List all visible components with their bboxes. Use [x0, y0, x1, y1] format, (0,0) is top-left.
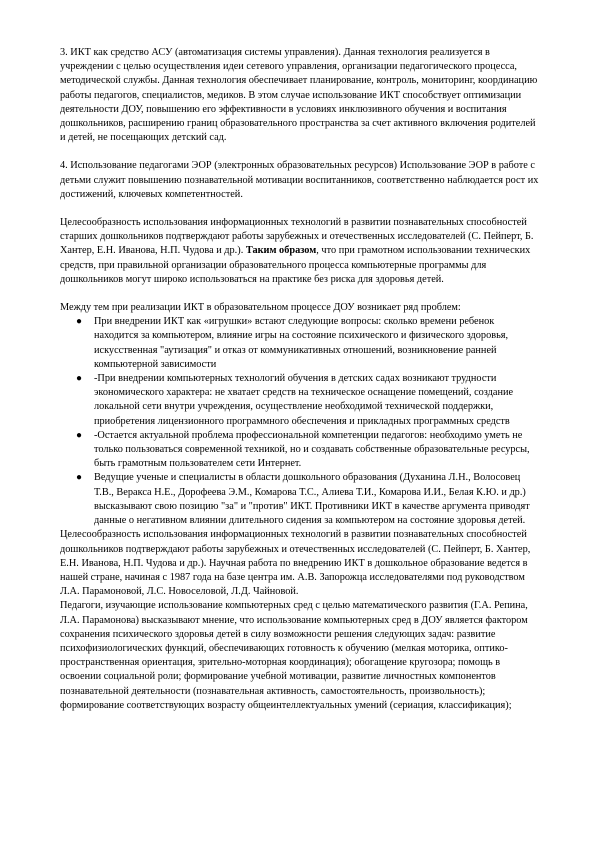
list-item-text: -При внедрении компьютерных технологий обучения в детских садах возникают трудности экономического характера: не хватает средств на техническое оснащение помещений, создание локальной сети внутри учреждения, осуществление необходимой технической поддержки, приобретения лицензионного программного обеспечения и прикладных программных средств [94, 373, 514, 427]
paragraph-gap [60, 202, 541, 216]
list-item-text: -Остается актуальной проблема профессиональной компетенции педагогов: необходимо уметь не только пользоваться современной техникой, но и создавать собственные образовательные ресурсы, быть грамотным пользователем сети Интернет. [94, 429, 530, 470]
paragraph-gap [60, 287, 541, 301]
list-item [60, 429, 541, 472]
paragraph-ikt-asu: 3. ИКТ как средство АСУ (автоматизация системы управления). Данная технология реализуется в учреждении с целью осуществления идеи сетевого управления, организации педагогического процесса, методической службы. Данная технология обеспечивает планирование, контроль, мониторинг, координацию работы педагогов, специалистов, медиков. В этом случае использование ИКТ способствует оптимизации деятельности ДОУ, повышению его эффективности в условиях инклюзивного обучения и воспитания дошкольников, расширению границ образовательного пространства за счет активного включения родителей и детей, не посещающих детский сад. [60, 47, 538, 144]
paragraph-gap [60, 145, 541, 159]
list-item-text: Ведущие ученые и специалисты в области дошкольного образования (Духанина Л.Н., Волосовец Т.В., Веракса Н.Е., Дорофеева Э.М., Комарова Т.С., Алиева Т.И., Комарова И.И., Белая К.Ю. и др.) высказывают свою позицию "за" и "против" ИКТ. Противники ИКТ в качестве аргумента приводят данные о негативном влиянии длительного сидения за компьютером на состояние здоровья детей. [94, 472, 530, 527]
expediency-bold-phrase: Таким образом [245, 245, 317, 257]
paragraph-eor: 4. Использование педагогами ЭОР (электронных образовательных ресурсов) Использование ЭОР в работе с детьми служит повышению познавательной мотивации воспитанников, соответственно наблюдается рост их достижений, ключевых компетентностей. [60, 160, 539, 200]
bullet-icon: ● [76, 373, 83, 385]
paragraph-educators: Педагоги, изучающие использование компьютерных сред с целью математического развития (Г.А. Репина, Л.А. Парамонова) высказывают мнение, что использование компьютерных сред в ДОУ является фактором сохранения психического здоровья детей в силу возможности решения следующих задач: развитие психофизиологических функций, обеспечивающих готовность к обучению (мелкая моторика, оптико-пространственная ориентация, зрительно-моторная координация); обогащение кругозора; помощь в освоении социальной роли; формирование учебной мотивации, развитие личностных компонентов познавательной деятельности (познавательная активность, самостоятельность, произвольность); формирование соответствующих возрасту общеинтеллектуальных умений (сериация, классификация); [60, 600, 528, 711]
list-item [60, 315, 541, 372]
bullet-icon: ● [76, 472, 83, 484]
paragraph-research: Целесообразность использования информационных технологий в развитии познавательных способностей дошкольников подтверждают работы зарубежных и отечественных исследователей (С. Пейперт, Б. Хантер, Е.Н. Иванова, Н.П. Чудова и др.). Научная работа по внедрению ИКТ в дошкольное образование ведется в нашей стране, начиная с 1987 года на базе центра им. А.В. Запорожца исследователями под руководством Л.А. Парамоновой, Л.С. Новоселовой, Л.Д. Чайновой. [60, 529, 531, 598]
paragraph-problems-intro: Между тем при реализации ИКТ в образовательном процессе ДОУ возникает ряд проблем: [60, 302, 461, 314]
list-item [60, 372, 541, 429]
paragraph-expediency [60, 216, 541, 287]
list-item-text: При внедрении ИКТ как «игрушки» встают следующие вопросы: сколько времени ребенок находится за компьютером, влияние игры на состояние психического и физического здоровья, искусственная "аутизация" и отказ от коммуникативных отношений, возникновение ранней компьютерной зависимости [94, 316, 509, 370]
bullet-icon: ● [76, 316, 83, 328]
list-item [60, 471, 541, 528]
expediency-text-start: Целесообразность использования информационных технологий в развитии познавательных способностей старших дошкольников подтверждают работы зарубежных и отечественных исследователей (С. Пейперт, Б. Хантер, Е.Н. Иванова, Н.П. Чудова и др.). [60, 217, 534, 257]
problems-list [60, 315, 541, 528]
bullet-icon: ● [76, 429, 83, 441]
expediency-text-end: , что при грамотном использовании технических средств, при правильной организации образовательного процесса компьютерные программы для дошкольников могут широко использоваться на практике без риска для здоровья детей. [60, 245, 531, 285]
